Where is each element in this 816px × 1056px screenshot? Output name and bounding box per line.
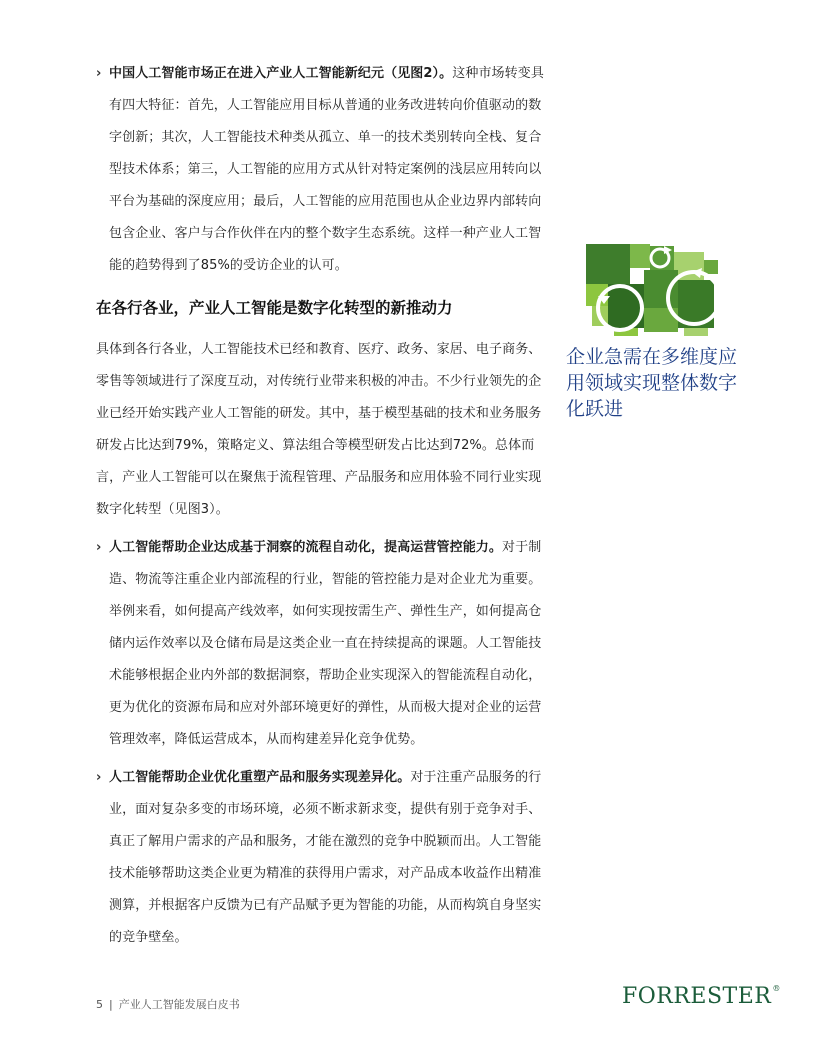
bullet-text: 这种市场转变具有四大特征：首先，人工智能应用目标从普通的业务改进转向价值驱动的数字创新；其次，人工智能技术种类从孤立、单一的技术类别转向全栈、复合型技术体系；第三，人工智能的应用方式从针对特定案例的浅层应用转向以平台为基础的深度应用；最后，人工智能的应用范围也从企业边界内部转向包含企业、客户与合作伙伴在内的整个数字生态系统。这样一种产业人工智能的趋势得到了85%的受访企业的认可。 — [109, 66, 544, 273]
chevron-right-icon: › — [96, 66, 102, 81]
chevron-right-icon: › — [96, 540, 102, 555]
page-number: 5 — [96, 998, 103, 1011]
digital-transformation-graphic-icon — [584, 242, 720, 338]
bullet-product-differentiation — [96, 762, 554, 954]
bullet-process-automation — [96, 532, 554, 756]
logo-text: FORRESTER — [622, 984, 772, 1009]
forrester-logo — [622, 984, 781, 1009]
main-content — [96, 58, 554, 954]
bullet-text: 对于注重产品服务的行业，面对复杂多变的市场环境，必须不断求新求变，提供有别于竞争对手、真正了解用户需求的产品和服务，才能在激烈的竞争中脱颖而出。人工智能技术能够帮助这类企业更为精准的获得用户需求，对产品成本收益作出精准测算，并根据客户反馈为已有产品赋予更为智能的功能，从而构筑自身坚实的竞争壁垒。 — [109, 770, 542, 945]
registered-mark: ® — [772, 984, 781, 993]
sidebar-title: 企业急需在多维度应用领域实现整体数字化跃进 — [566, 346, 738, 420]
sidebar-callout — [566, 242, 746, 422]
bullet-bold: 人工智能帮助企业达成基于洞察的流程自动化，提高运营管控能力。 — [109, 540, 503, 555]
footer-separator: | — [109, 998, 113, 1011]
bullet-ai-market — [96, 58, 554, 282]
bullet-text: 对于制造、物流等注重企业内部流程的行业，智能的管控能力是对企业尤为重要。举例来看，如何提高产线效率，如何实现按需生产、弹性生产，如何提高仓储内运作效率以及仓储布局是这类企业一直在持续提高的课题。人工智能技术能够根据企业内外部的数据洞察，帮助企业实现深入的智能流程自动化，更为优化的资源布局和应对外部环境更好的弹性，从而极大提对企业的运营管理效率，降低运营成本，从而构建差异化竞争优势。 — [109, 540, 542, 747]
page-footer — [96, 996, 240, 1012]
chevron-right-icon: › — [96, 770, 102, 785]
bullet-bold: 中国人工智能市场正在进入产业人工智能新纪元（见图2）。 — [109, 66, 453, 81]
bullet-bold: 人工智能帮助企业优化重塑产品和服务实现差异化。 — [109, 770, 411, 785]
section-heading: 在各行各业，产业人工智能是数字化转型的新推动力 — [96, 299, 453, 317]
footer-doc-title: 产业人工智能发展白皮书 — [118, 998, 240, 1011]
section-intro: 具体到各行各业，人工智能技术已经和教育、医疗、政务、家居、电子商务、零售等领域进行了深度互动，对传统行业带来积极的冲击。不少行业领先的企业已经开始实践产业人工智能的研发。其中，基于模型基础的技术和业务服务研发占比达到79%，策略定义、算法组合等模型研发占比达到72%。总体而言，产业人工智能可以在聚焦于流程管理、产品服务和应用体验不同行业实现数字化转型（见图3）。 — [96, 342, 542, 517]
